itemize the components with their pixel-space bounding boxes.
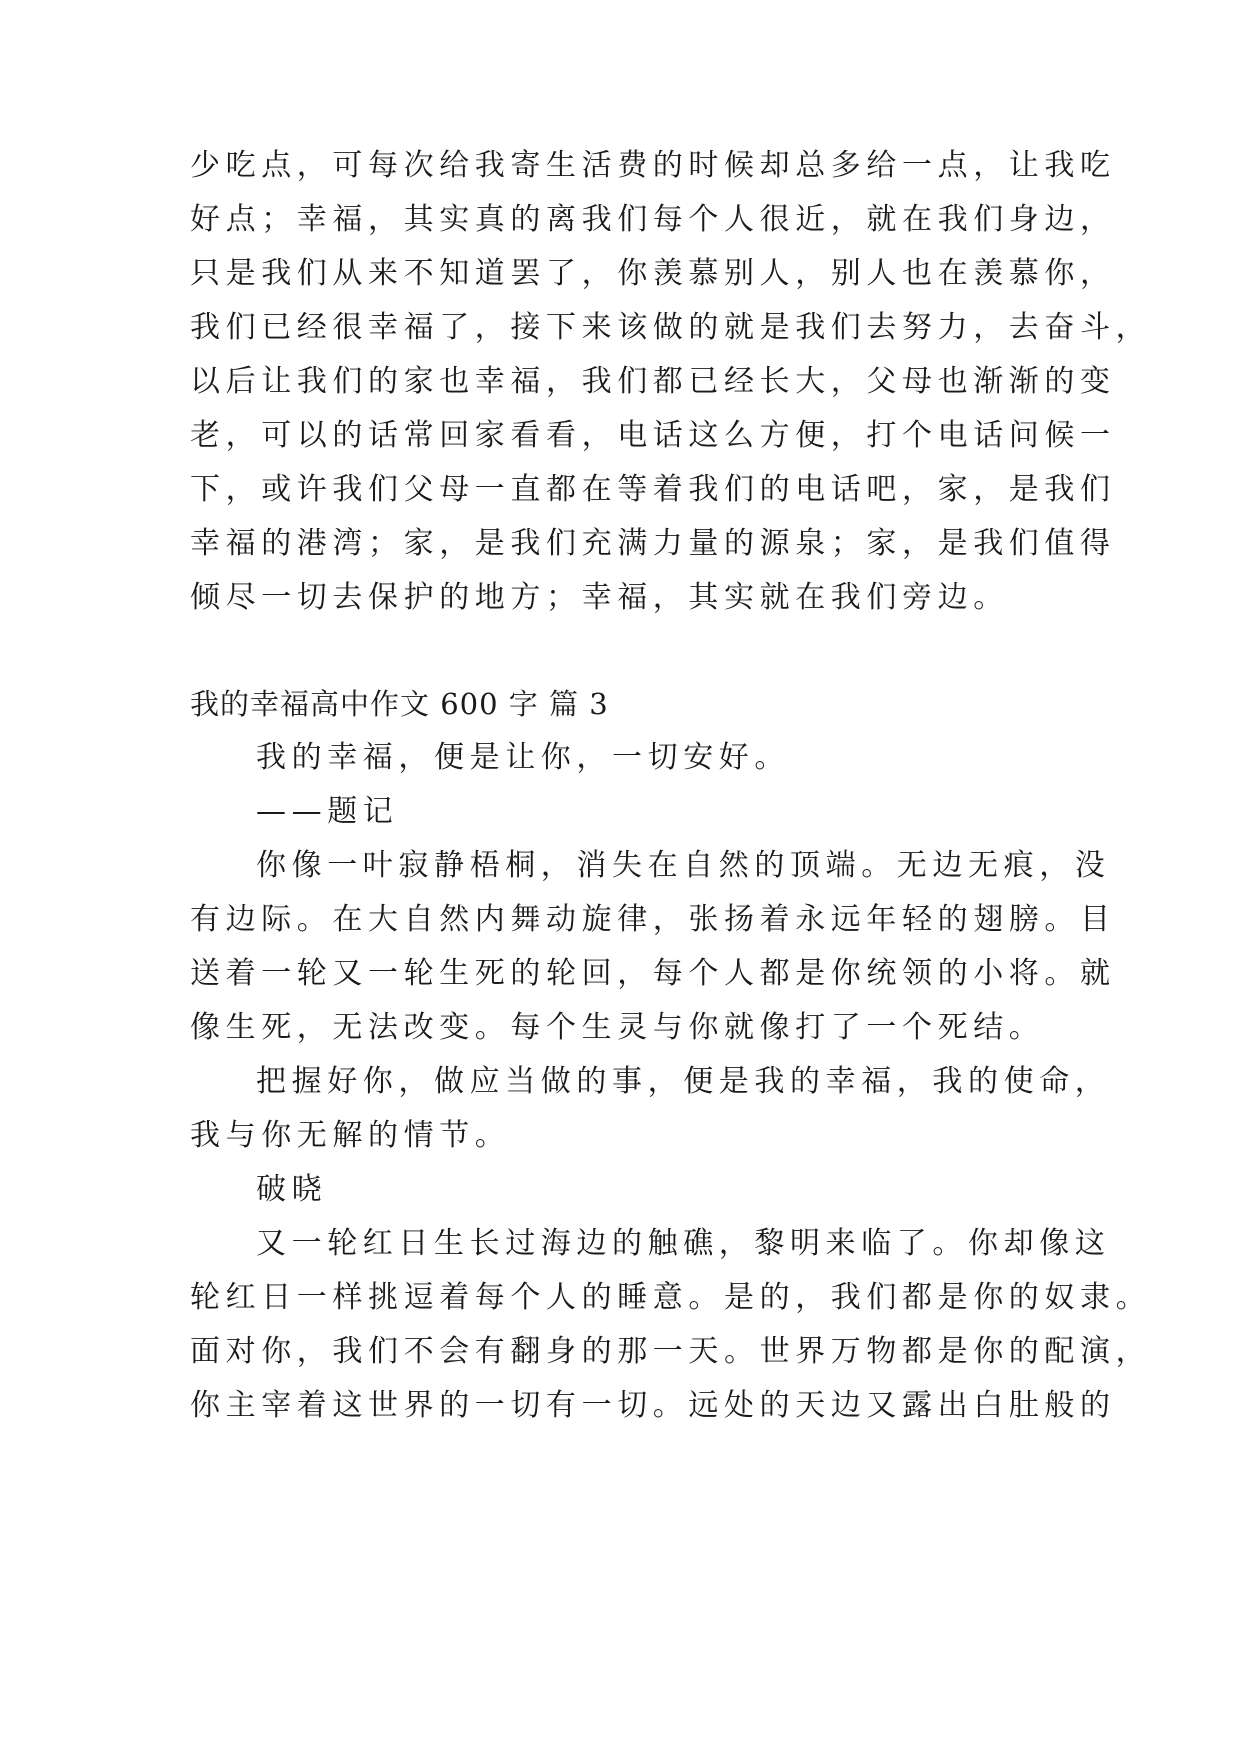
paragraph-line: 你像一叶寂静梧桐，消失在自然的顶端。无边无痕，没 [256,848,1111,883]
paragraph-line: 又一轮红日生长过海边的触礁，黎明来临了。你却像这 [256,1226,1111,1261]
epigraph-attribution: ——题记 [256,794,399,829]
paragraph-line: 倾尽一切去保护的地方；幸福，其实就在我们旁边。 [190,580,1009,615]
paragraph-line: 像生死，无法改变。每个生灵与你就像打了一个死结。 [190,1010,1045,1045]
paragraph-line: 我们已经很幸福了，接下来该做的就是我们去努力，去奋斗， [190,310,1152,345]
paragraph-line: 幸福的港湾；家，是我们充满力量的源泉；家，是我们值得 [190,526,1116,561]
paragraph-line: 送着一轮又一轮生死的轮回，每个人都是你统领的小将。就 [190,956,1116,991]
paragraph-line: 只是我们从来不知道罢了，你羡慕别人，别人也在羡慕你， [190,256,1116,291]
paragraph-line: 有边际。在大自然内舞动旋律，张扬着永远年轻的翅膀。目 [190,902,1116,937]
paragraph-line: 你主宰着这世界的一切有一切。远处的天边又露出白肚般的 [190,1388,1116,1423]
paragraph-line: 好点；幸福，其实真的离我们每个人很近，就在我们身边， [190,202,1116,237]
paragraph-line: 把握好你，做应当做的事，便是我的幸福，我的使命， [256,1064,1111,1099]
paragraph-line: 以后让我们的家也幸福，我们都已经长大，父母也渐渐的变 [190,364,1116,399]
paragraph-line: 老，可以的话常回家看看，电话这么方便，打个电话问候一 [190,418,1116,453]
paragraph-line: 面对你，我们不会有翻身的那一天。世界万物都是你的配演， [190,1334,1152,1369]
paragraph-line: 下，或许我们父母一直都在等着我们的电话吧，家，是我们 [190,472,1116,507]
epigraph: 我的幸福，便是让你，一切安好。 [256,740,790,775]
paragraph-line: 我与你无解的情节。 [190,1118,511,1153]
paragraph-line: 少吃点，可每次给我寄生活费的时候却总多给一点，让我吃 [190,148,1116,183]
subheading: 破晓 [256,1172,328,1207]
paragraph-line: 轮红日一样挑逗着每个人的睡意。是的，我们都是你的奴隶。 [190,1280,1152,1315]
section-title: 我的幸福高中作文 600 字 篇 3 [190,687,609,721]
